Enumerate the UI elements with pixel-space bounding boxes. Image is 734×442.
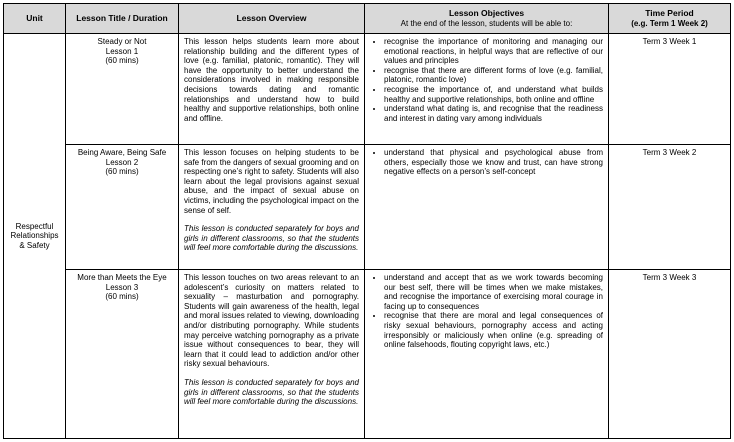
time-period-cell (609, 145, 731, 270)
lesson-plan-table (3, 3, 731, 439)
lesson-number: Lesson 2 (105, 157, 139, 167)
lesson-number: Lesson 3 (105, 282, 139, 292)
lesson-note: This lesson is conducted separately for boys and girls in different classrooms, so that the students will feel more comfortable during the discussions. (184, 224, 359, 253)
time-period: Term 3 Week 3 (642, 273, 697, 282)
time-period: Term 3 Week 1 (642, 37, 697, 46)
time-period: Term 3 Week 2 (642, 148, 697, 157)
list-item: • recognise the importance of, and understand what builds healthy and supportive relationships, both online and offline (384, 85, 603, 104)
lesson-overview: This lesson helps students learn more about relationship building and the different types of love (e.g. familial, platonic, romantic). They will have the opportunity to better understand the considerations involved in making responsible decisions towards dating and romantic relationships and understand how to build healthy and supportive relationships, both online and offline. (184, 37, 359, 123)
lesson-title: More than Meets the Eye (77, 273, 167, 282)
lesson-title: Steady or Not (97, 37, 147, 46)
time-period-cell (609, 270, 731, 439)
lesson-overview-cell (179, 145, 365, 270)
header-lesson-title: Lesson Title / Duration (66, 4, 179, 34)
table-row (4, 34, 731, 145)
unit-cell (4, 34, 66, 439)
table-header-row (4, 4, 731, 34)
lesson-duration: (60 mins) (105, 167, 139, 177)
lesson-overview: This lesson focuses on helping students to be safe from the dangers of sexual grooming and on respecting one’s right to safety. Students will also learn about the legal provisions against sexual abuse, and the impact of sexual abuse on victims, including the psychological impact on the sense of self. (184, 148, 359, 215)
list-item: • understand that physical and psychological abuse from others, especially those we know and trust, can have strong negative effects on a person’s self-concept (384, 148, 603, 177)
objectives-list (370, 37, 603, 123)
lesson-duration: (60 mins) (105, 292, 139, 302)
lesson-overview-cell (179, 270, 365, 439)
list-item: • recognise that there are moral and legal consequences of risky sexual behaviours, pornography access and acting irresponsibly or maliciously when online (e.g. spreading of online falsehoods, flouting copyright laws, etc.) (384, 311, 603, 349)
table-row (4, 145, 731, 270)
lesson-title-cell (66, 270, 179, 439)
header-overview: Lesson Overview (179, 4, 365, 34)
lesson-number: Lesson 1 (105, 46, 139, 56)
header-objectives: Lesson Objectives At the end of the lesson, students will be able to: (365, 4, 609, 34)
header-objectives-sub: At the end of the lesson, students will be able to: (400, 18, 573, 28)
lesson-objectives-cell (365, 270, 609, 439)
lesson-title-cell (66, 145, 179, 270)
lesson-note: This lesson is conducted separately for boys and girls in different classrooms, so that the students will feel more comfortable during the discussions. (184, 377, 359, 407)
table-row (4, 270, 731, 439)
header-unit: Unit (4, 4, 66, 34)
lesson-duration: (60 mins) (105, 56, 139, 66)
lesson-plan-document (3, 3, 730, 439)
list-item: • understand what dating is, and recognise that the readiness and interest in dating vary among individuals (384, 104, 603, 123)
objectives-list (370, 148, 603, 177)
lesson-overview-cell (179, 34, 365, 145)
lesson-objectives-cell (365, 145, 609, 270)
list-item: • understand and accept that as we work towards becoming our best self, there will be times when we make mistakes, and recognise the importance of exercising moral courage in facing up to consequences (384, 273, 603, 311)
header-time-period: Time Period (e.g. Term 1 Week 2) (609, 4, 731, 34)
lesson-overview: This lesson touches on two areas relevant to an adolescent’s curiosity on matters related to sexuality – masturbation and pornography. Students will gain awareness of the health, legal and moral issues related to viewing, downloading and/or distributing pornography. While students may perceive watching pornography as a private issue without consequences to bear, they will learn that it could lead to addiction and/or other risky sexual behaviours. (184, 273, 359, 369)
lesson-title-cell (66, 34, 179, 145)
unit-name: Respectful Relationships & Safety (10, 221, 59, 250)
list-item: • recognise that there are different forms of love (e.g. familial, platonic, romantic love) (384, 66, 603, 85)
objectives-list (370, 273, 603, 350)
time-period-cell (609, 34, 731, 145)
lesson-objectives-cell (365, 34, 609, 145)
lesson-title: Being Aware, Being Safe (77, 148, 167, 157)
header-time-period-sub: (e.g. Term 1 Week 2) (631, 18, 708, 28)
list-item: • recognise the importance of monitoring and managing our emotional reactions, in helpful ways that are reflective of our values and principles (384, 37, 603, 66)
